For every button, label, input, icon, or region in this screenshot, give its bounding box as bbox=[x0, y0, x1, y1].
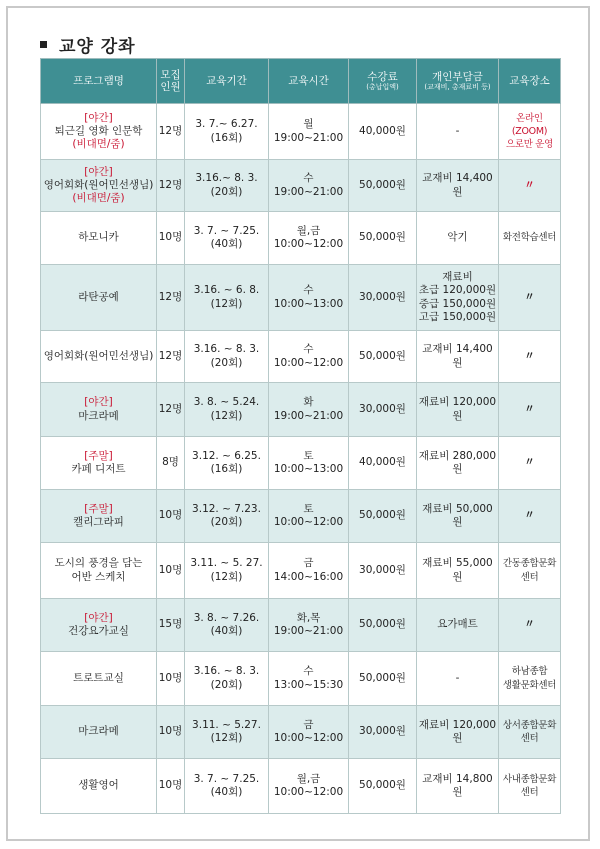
table-header-row bbox=[41, 59, 561, 104]
header-place: 교육장소 bbox=[499, 59, 561, 104]
cell-fee: 40,000원 bbox=[349, 437, 417, 490]
cell-program: 라탄공예 bbox=[41, 265, 157, 331]
table-row bbox=[41, 212, 561, 265]
cell-personal-cost: 재료비 초급 120,000원 중급 150,000원 고급 150,000원 bbox=[417, 265, 499, 331]
cell-time: 월,금 10:00~12:00 bbox=[269, 212, 349, 265]
cell-capacity: 12명 bbox=[157, 104, 185, 160]
header-program: 프로그램명 bbox=[41, 59, 157, 104]
cell-fee: 30,000원 bbox=[349, 383, 417, 437]
cell-place: 하남종합 생활문화센터 bbox=[499, 652, 561, 706]
cell-capacity: 12명 bbox=[157, 265, 185, 331]
cell-capacity: 10명 bbox=[157, 652, 185, 706]
header-capacity: 모집 인원 bbox=[157, 59, 185, 104]
cell-personal-cost: 악기 bbox=[417, 212, 499, 265]
cell-capacity: 10명 bbox=[157, 759, 185, 814]
cell-program: 트로트교실 bbox=[41, 652, 157, 706]
cell-personal-cost: 교재비 14,400원 bbox=[417, 331, 499, 383]
table-row bbox=[41, 104, 561, 160]
cell-personal-cost: 재료비 280,000원 bbox=[417, 437, 499, 490]
bullet-icon bbox=[40, 41, 47, 48]
cell-personal-cost: - bbox=[417, 104, 499, 160]
cell-capacity: 10명 bbox=[157, 490, 185, 543]
cell-period: 3. 8. ~ 5.24. (12회) bbox=[185, 383, 269, 437]
cell-program: [야간] 건강요가교실 bbox=[41, 599, 157, 652]
cell-capacity: 15명 bbox=[157, 599, 185, 652]
cell-time: 토 10:00~13:00 bbox=[269, 437, 349, 490]
cell-fee: 50,000원 bbox=[349, 331, 417, 383]
cell-program: [야간] 마크라메 bbox=[41, 383, 157, 437]
cell-place: 〃 bbox=[499, 437, 561, 490]
cell-period: 3.11. ~ 5.27. (12회) bbox=[185, 706, 269, 759]
cell-fee: 40,000원 bbox=[349, 104, 417, 160]
cell-place: 〃 bbox=[499, 265, 561, 331]
cell-period: 3.12. ~ 7.23. (20회) bbox=[185, 490, 269, 543]
cell-time: 수 10:00~13:00 bbox=[269, 265, 349, 331]
cell-time: 금 10:00~12:00 bbox=[269, 706, 349, 759]
cell-program: 도시의 풍경을 담는 어반 스케치 bbox=[41, 543, 157, 599]
cell-period: 3.16. ~ 8. 3. (20회) bbox=[185, 331, 269, 383]
cell-time: 금 14:00~16:00 bbox=[269, 543, 349, 599]
cell-fee: 30,000원 bbox=[349, 265, 417, 331]
cell-period: 3. 7. ~ 7.25. (40회) bbox=[185, 212, 269, 265]
table-row bbox=[41, 599, 561, 652]
cell-place: 간동종합문화센터 bbox=[499, 543, 561, 599]
cell-program: 생활영어 bbox=[41, 759, 157, 814]
cell-period: 3.12. ~ 6.25. (16회) bbox=[185, 437, 269, 490]
cell-time: 수 10:00~12:00 bbox=[269, 331, 349, 383]
cell-time: 화 19:00~21:00 bbox=[269, 383, 349, 437]
cell-period: 3.16.~ 8. 3. (20회) bbox=[185, 160, 269, 212]
cell-place: 〃 bbox=[499, 599, 561, 652]
cell-program: [야간] 영어회화(원어민선생님) (비대면/줌) bbox=[41, 160, 157, 212]
header-period: 교육기간 bbox=[185, 59, 269, 104]
cell-program: [주말] 캘리그라피 bbox=[41, 490, 157, 543]
header-time: 교육시간 bbox=[269, 59, 349, 104]
cell-time: 수 13:00~15:30 bbox=[269, 652, 349, 706]
table-row bbox=[41, 331, 561, 383]
cell-time: 수 19:00~21:00 bbox=[269, 160, 349, 212]
cell-place: 온라인(ZOOM) 으로만 운영 bbox=[499, 104, 561, 160]
cell-place: 상서종합문화센터 bbox=[499, 706, 561, 759]
section-title: 교양 강좌 bbox=[59, 37, 136, 57]
cell-time: 월 19:00~21:00 bbox=[269, 104, 349, 160]
cell-fee: 50,000원 bbox=[349, 160, 417, 212]
cell-personal-cost: 재료비 120,000원 bbox=[417, 383, 499, 437]
cell-fee: 50,000원 bbox=[349, 652, 417, 706]
cell-period: 3. 8. ~ 7.26. (40회) bbox=[185, 599, 269, 652]
table-row bbox=[41, 160, 561, 212]
cell-capacity: 12명 bbox=[157, 160, 185, 212]
cell-personal-cost: - bbox=[417, 652, 499, 706]
cell-personal-cost: 재료비 55,000원 bbox=[417, 543, 499, 599]
cell-capacity: 10명 bbox=[157, 543, 185, 599]
cell-time: 월,금 10:00~12:00 bbox=[269, 759, 349, 814]
header-personal-cost: 개인부담금 (교재비, 총재료비 등) bbox=[417, 59, 499, 104]
cell-place: 사내종합문화센터 bbox=[499, 759, 561, 814]
cell-personal-cost: 교재비 14,400원 bbox=[417, 160, 499, 212]
cell-period: 3.11. ~ 5. 27. (12회) bbox=[185, 543, 269, 599]
cell-place: 〃 bbox=[499, 160, 561, 212]
table-row bbox=[41, 437, 561, 490]
table-row bbox=[41, 652, 561, 706]
cell-time: 토 10:00~12:00 bbox=[269, 490, 349, 543]
cell-period: 3. 7.~ 6.27. (16회) bbox=[185, 104, 269, 160]
cell-personal-cost: 교재비 14,800원 bbox=[417, 759, 499, 814]
cell-place: 〃 bbox=[499, 383, 561, 437]
header-fee: 수강료 (총납입액) bbox=[349, 59, 417, 104]
cell-place: 〃 bbox=[499, 331, 561, 383]
cell-program: 마크라메 bbox=[41, 706, 157, 759]
cell-fee: 30,000원 bbox=[349, 706, 417, 759]
cell-fee: 50,000원 bbox=[349, 490, 417, 543]
cell-period: 3. 7. ~ 7.25. (40회) bbox=[185, 759, 269, 814]
cell-personal-cost: 재료비 50,000원 bbox=[417, 490, 499, 543]
cell-fee: 50,000원 bbox=[349, 599, 417, 652]
cell-fee: 50,000원 bbox=[349, 759, 417, 814]
table-row bbox=[41, 265, 561, 331]
cell-capacity: 12명 bbox=[157, 383, 185, 437]
cell-personal-cost: 재료비 120,000원 bbox=[417, 706, 499, 759]
section-heading bbox=[40, 32, 136, 57]
cell-personal-cost: 요가매트 bbox=[417, 599, 499, 652]
cell-program: 영어회화(원어민선생님) bbox=[41, 331, 157, 383]
cell-time: 화,목 19:00~21:00 bbox=[269, 599, 349, 652]
table-row bbox=[41, 383, 561, 437]
table-row bbox=[41, 490, 561, 543]
table-row bbox=[41, 759, 561, 814]
cell-capacity: 10명 bbox=[157, 212, 185, 265]
cell-period: 3.16. ~ 6. 8. (12회) bbox=[185, 265, 269, 331]
cell-place: 〃 bbox=[499, 490, 561, 543]
cell-capacity: 10명 bbox=[157, 706, 185, 759]
cell-program: 하모니카 bbox=[41, 212, 157, 265]
cell-capacity: 8명 bbox=[157, 437, 185, 490]
course-table bbox=[40, 58, 561, 814]
cell-period: 3.16. ~ 8. 3. (20회) bbox=[185, 652, 269, 706]
cell-program: [주말] 카페 디저트 bbox=[41, 437, 157, 490]
cell-fee: 50,000원 bbox=[349, 212, 417, 265]
cell-capacity: 12명 bbox=[157, 331, 185, 383]
cell-fee: 30,000원 bbox=[349, 543, 417, 599]
table-row bbox=[41, 706, 561, 759]
table-row bbox=[41, 543, 561, 599]
cell-place: 화전학습센터 bbox=[499, 212, 561, 265]
cell-program: [야간] 퇴근길 영화 인문학 (비대면/줌) bbox=[41, 104, 157, 160]
